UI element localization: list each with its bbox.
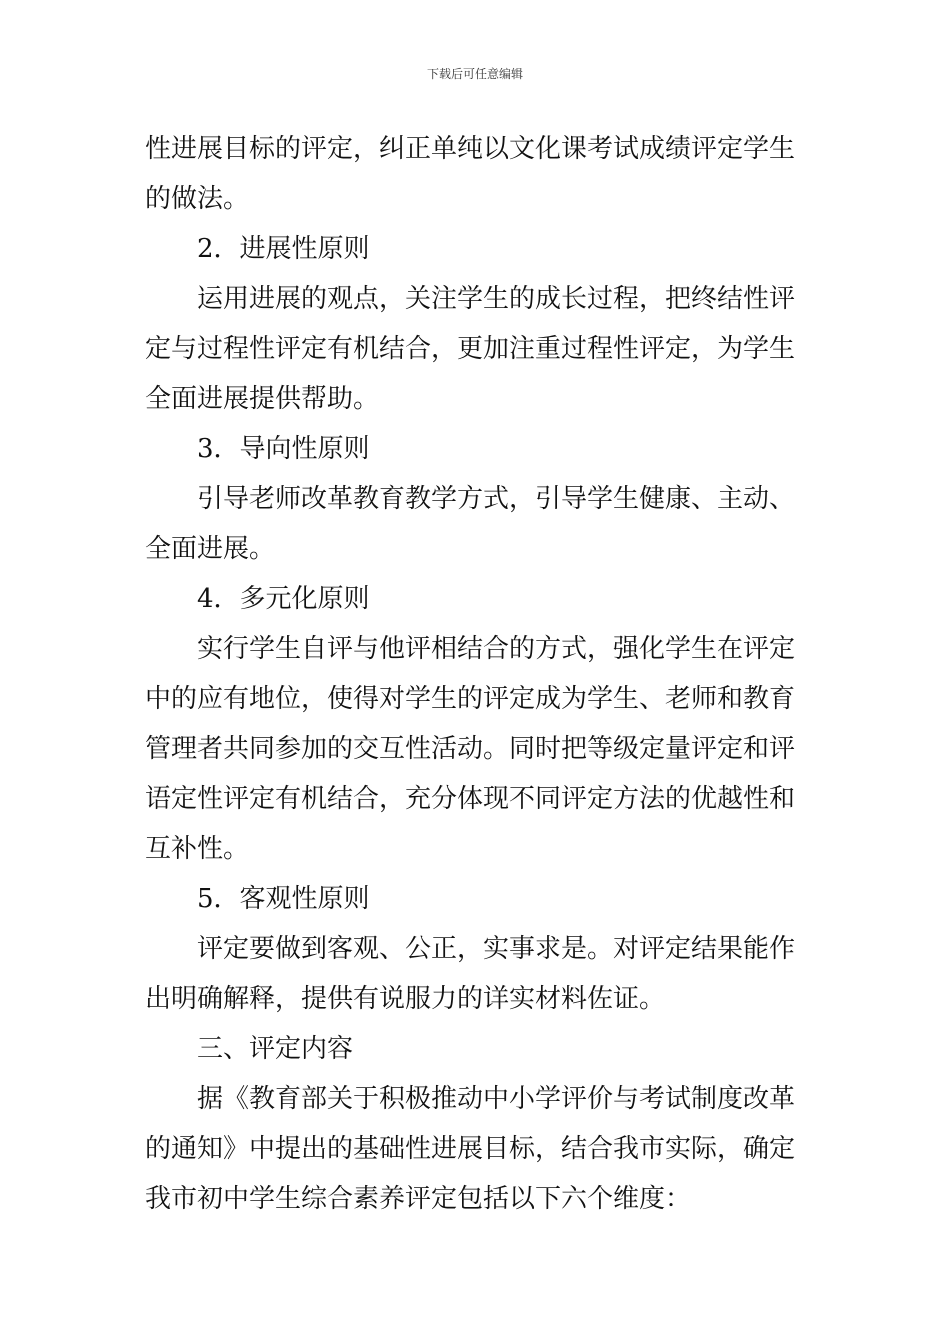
text-line: 中的应有地位，使得对学生的评定成为学生、老师和教育 (145, 684, 796, 714)
paragraph-start: 据《教育部关于积极推动中小学评价与考试制度改革 (197, 1084, 796, 1114)
section-heading: 5．客观性原则 (197, 884, 370, 914)
text-line: 性进展目标的评定，纠正单纯以文化课考试成绩评定学生 (145, 134, 796, 164)
text-line: 的做法。 (145, 184, 250, 214)
page-header: 下载后可任意编辑 (426, 67, 523, 81)
text-line: 互补性。 (145, 834, 250, 864)
text-line: 语定性评定有机结合，充分体现不同评定方法的优越性和 (145, 784, 796, 814)
text-line: 定与过程性评定有机结合，更加注重过程性评定，为学生 (145, 334, 796, 364)
paragraph-start: 引导老师改革教育教学方式，引导学生健康、主动、 (197, 484, 796, 514)
section-heading: 三、评定内容 (197, 1034, 354, 1064)
text-line: 我市初中学生综合素养评定包括以下六个维度： (145, 1184, 692, 1214)
text-line: 全面进展。 (145, 534, 276, 564)
text-line: 管理者共同参加的交互性活动。同时把等级定量评定和评 (145, 734, 796, 764)
paragraph-start: 实行学生自评与他评相结合的方式，强化学生在评定 (197, 634, 796, 664)
document-body (145, 124, 810, 1224)
text-line: 全面进展提供帮助。 (145, 384, 380, 414)
paragraph-start: 运用进展的观点，关注学生的成长过程，把终结性评 (197, 284, 796, 314)
section-heading: 3．导向性原则 (197, 434, 370, 464)
section-heading: 2．进展性原则 (197, 234, 370, 264)
text-line: 出明确解释，提供有说服力的详实材料佐证。 (145, 984, 666, 1014)
paragraph-start: 评定要做到客观、公正，实事求是。对评定结果能作 (197, 934, 796, 964)
text-line: 的通知》中提出的基础性进展目标，结合我市实际，确定 (145, 1134, 796, 1164)
section-heading: 4．多元化原则 (197, 584, 370, 614)
